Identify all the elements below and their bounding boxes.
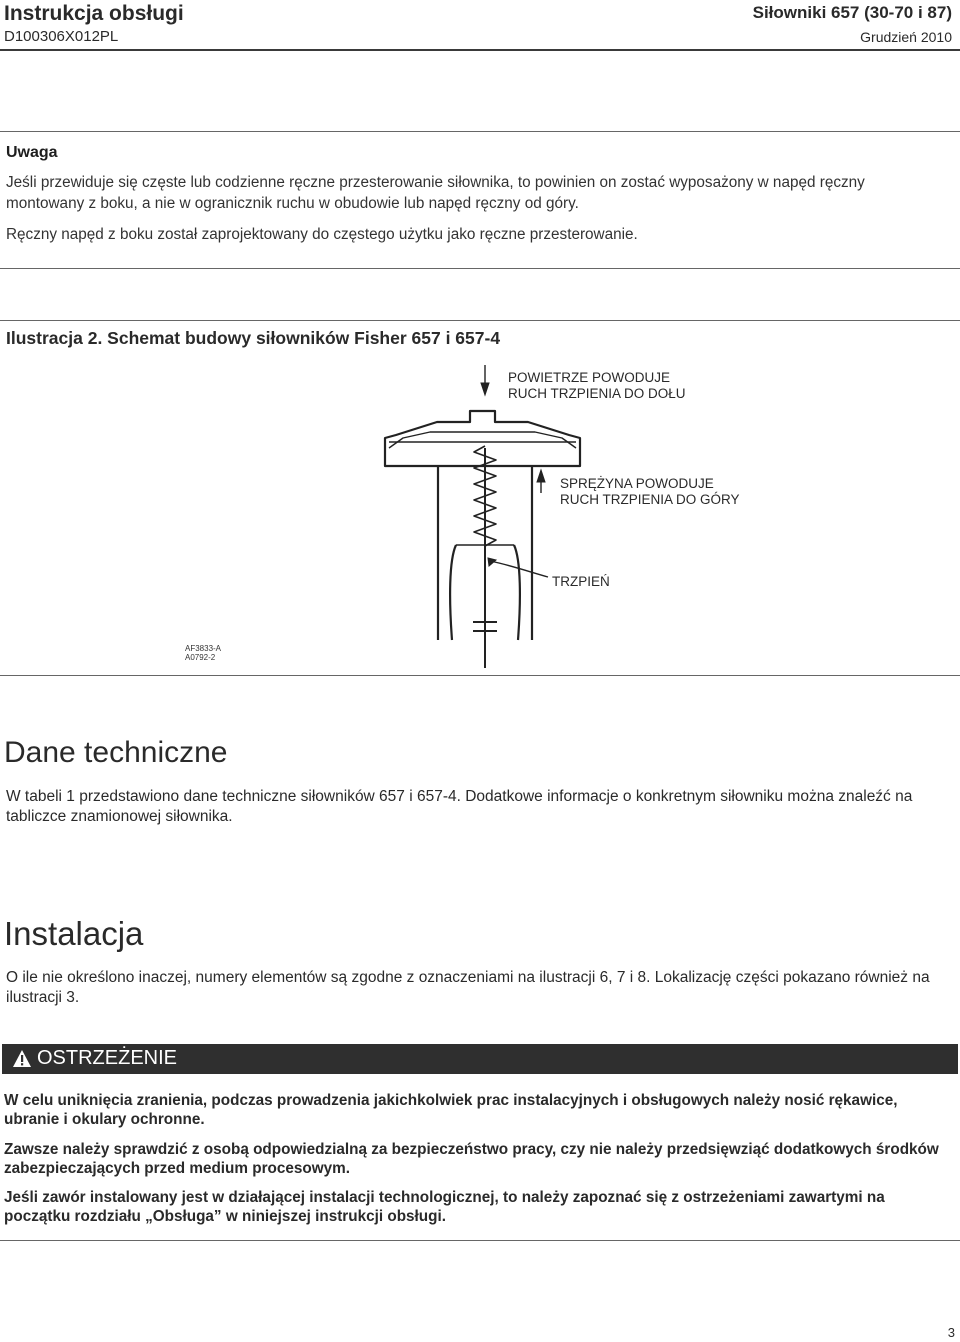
warning-bottom-divider [0,1240,960,1241]
header-divider [0,49,960,51]
diaphragm-casing-outline [385,411,580,466]
product-name: Siłowniki 657 (30-70 i 87) [752,3,952,22]
note-bottom-divider [0,268,960,269]
document-number: D100306X012PL [4,28,119,45]
figure-code-1: AF3833-A [185,644,222,653]
spring-arrow-head [537,470,545,482]
note-title: Uwaga [6,144,58,161]
page-number: 3 [947,1325,955,1340]
note-paragraph-1: Jeśli przewiduje się częste lub codzienne ręczne przesterowanie siłownika, to powinien on zostać wyposażony w napęd ręczny montowany z boku, a nie w ogranicznik ruchu w obudowie lub napęd ręczny od góry. [6,174,865,212]
warning-paragraph-3 [4,1188,944,1226]
heading-installation: Instalacja [4,915,144,952]
heading-tech-data: Dane techniczne [4,736,228,769]
warning-banner [2,1044,958,1074]
warning-paragraph-3-end: w niniejszej instrukcji obsługi. [221,1208,446,1225]
warning-paragraph-2: Zawsze należy sprawdzić z osobą odpowiedzialną za bezpieczeństwo pracy, czy nie należy przedsięwziąć dodatkowych środków zabezpieczających przed medium procesowym. [4,1141,939,1177]
installation-text: O ile nie określono inaczej, numery elementów są zgodne z oznaczeniami na ilustracji 6, 7 i 8. Lokalizację części pokazano również na ilustracji 3. [6,969,930,1006]
figure-bottom-divider [0,675,960,676]
figure-top-divider [0,320,960,321]
label-spring-line-2: RUCH TRZPIENIA DO GÓRY [560,492,740,507]
figure-code-2: A0792-2 [185,653,216,662]
warning-paragraph-3-start: Jeśli zawór instalowany jest w działającej instalacji technologicznej, to należy zapoznać się z ostrzeżeniami zawartymi na początku rozdziału [4,1189,885,1225]
warning-paragraph-1: W celu uniknięcia zranienia, podczas prowadzenia jakichkolwiek prac instalacyjnych i obsługowych należy nosić rękawice, ubranie i okulary ochronne. [4,1092,898,1128]
document-title: Instrukcja obsługi [4,2,184,25]
air-arrow-head [481,383,489,395]
note-paragraph-2: Ręczny napęd z boku został zaprojektowany do częstego użytku jako ręczne przesterowanie. [6,226,638,243]
actuator-schematic-diagram [370,360,770,670]
operation-section-reference: „Obsługa” [145,1208,222,1225]
label-spring-line-1: SPRĘŻYNA POWODUJE [560,476,714,491]
warning-triangle-icon [12,1049,32,1068]
note-top-divider [0,131,960,132]
figure-title: Ilustracja 2. Schemat budowy siłowników Fisher 657 i 657-4 [6,328,501,348]
diaphragm-plate [389,432,576,448]
publication-date: Grudzień 2010 [860,29,952,45]
warning-label: OSTRZEŻENIE [37,1047,178,1069]
label-air-line-1: POWIETRZE POWODUJE [508,370,670,385]
label-stem: TRZPIEŃ [552,574,610,589]
label-air-line-2: RUCH TRZPIENIA DO DOŁU [508,386,686,401]
tech-data-text: W tabeli 1 przedstawiono dane techniczne siłowników 657 i 657-4. Dodatkowe informacje o konkretnym siłowniku można znaleźć na tabliczce znamionowej siłownika. [6,788,913,825]
